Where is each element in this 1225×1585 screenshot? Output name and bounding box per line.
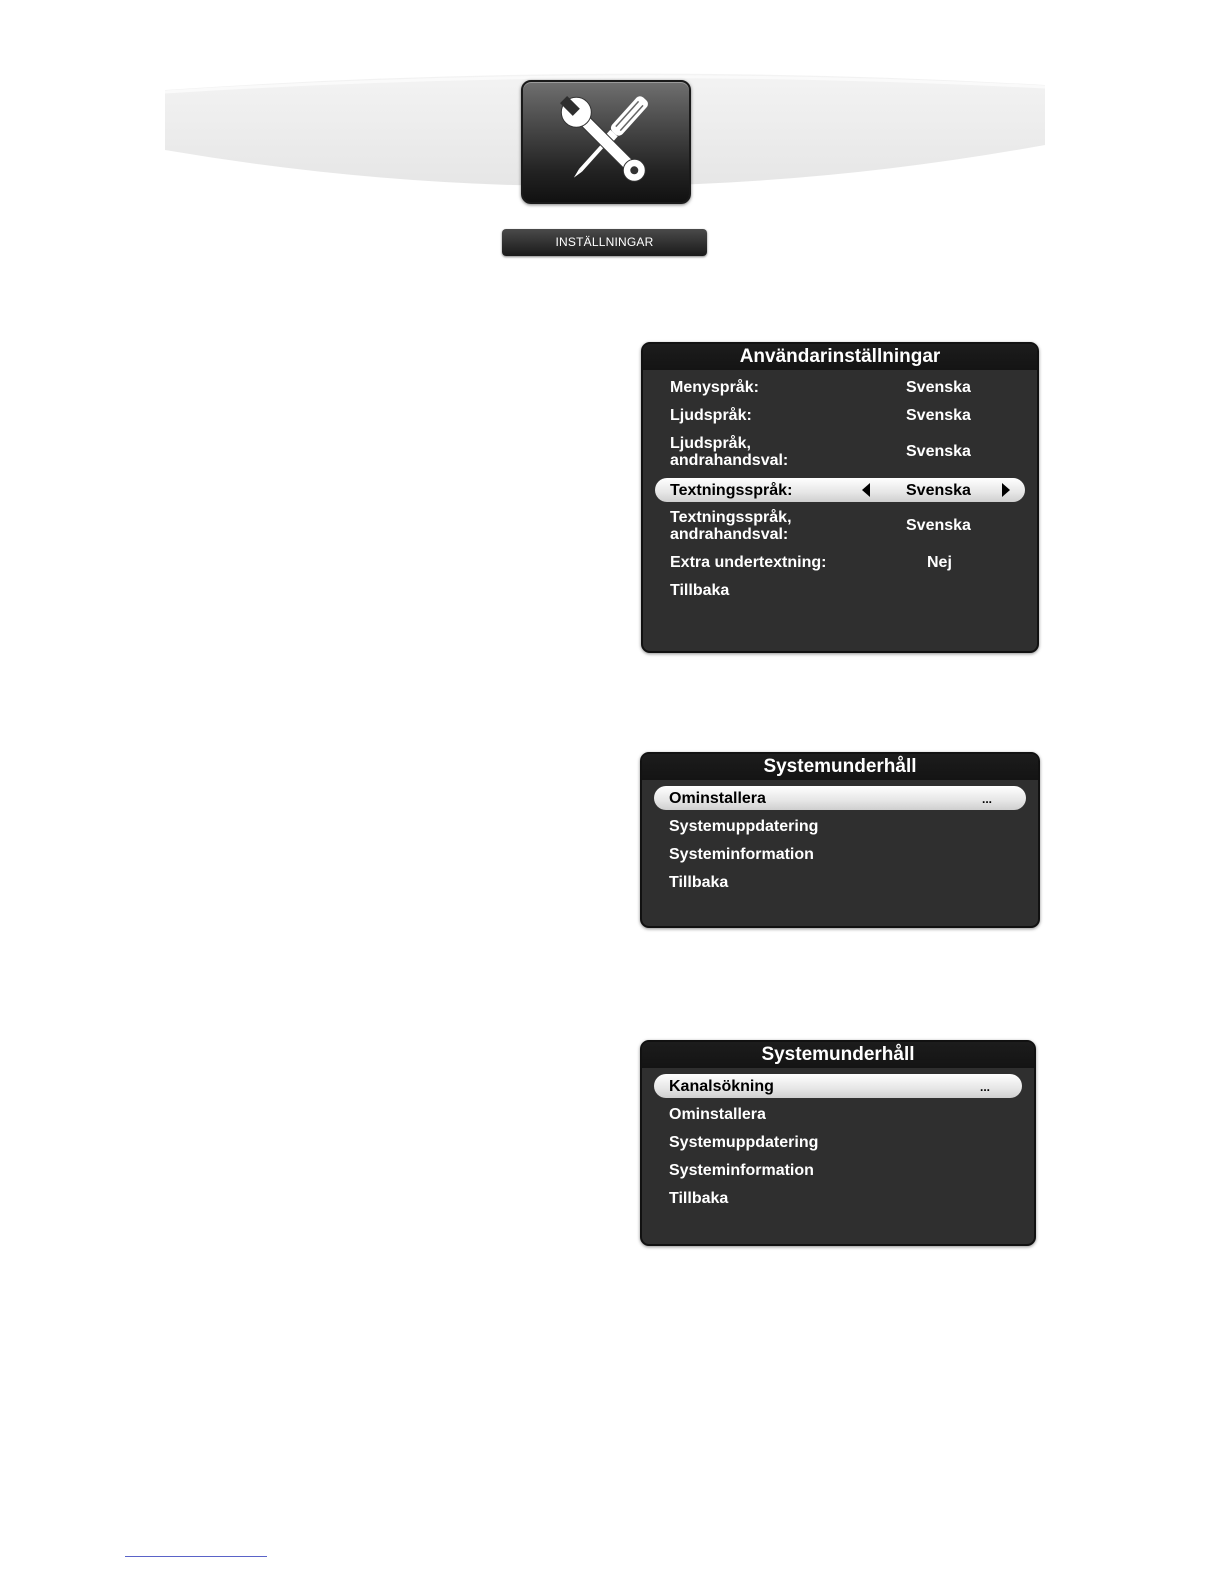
row-label: Kanalsökning [669,1078,774,1095]
menu-item-extra-subtitles[interactable] [655,554,1025,572]
row-label: Extra undertextning: [670,554,827,571]
row-label: Systemuppdatering [669,1134,819,1151]
menu-item-channel-search[interactable] [654,1074,1022,1098]
settings-tile[interactable] [521,80,691,204]
row-label-line2: andrahandsval: [670,526,789,543]
row-label: Systeminformation [669,846,814,863]
row-label: Menyspråk: [670,379,759,396]
menu-item-menu-language[interactable] [655,379,1025,397]
menu-item-system-update[interactable] [654,1134,1022,1152]
system-maintenance-panel [640,752,1040,928]
menu-item-back[interactable] [654,1190,1022,1208]
row-label: Tillbaka [669,874,729,891]
tools-icon [523,82,689,202]
row-value: Svenska [906,443,971,460]
system-maintenance-panel-extended [640,1040,1036,1246]
user-settings-panel [641,342,1039,653]
row-label: Ominstallera [669,790,766,807]
menu-item-back[interactable] [655,582,1025,600]
row-label-line2: andrahandsval: [670,452,789,469]
panel-title: Systemunderhåll [642,754,1038,780]
menu-item-reinstall[interactable] [654,786,1026,810]
more-icon: ... [982,792,993,806]
row-value: Svenska [906,517,971,534]
row-label: Ominstallera [669,1106,766,1123]
row-label: Tillbaka [669,1190,729,1207]
arrow-left-icon[interactable] [862,483,870,497]
row-value: Svenska [906,379,971,396]
row-label: Systeminformation [669,1162,814,1179]
menu-item-back[interactable] [654,874,1026,892]
row-label: Systemuppdatering [669,818,819,835]
menu-item-reinstall[interactable] [654,1106,1022,1124]
row-value: Nej [927,554,952,571]
panel-title: Användarinställningar [643,344,1037,370]
menu-item-subtitle-language[interactable] [655,478,1025,502]
settings-label: INSTÄLLNINGAR [502,229,707,256]
more-icon: ... [980,1080,991,1094]
row-label-line1: Ljudspråk, [670,435,751,452]
panel-title: Systemunderhåll [642,1042,1034,1068]
menu-item-system-information[interactable] [654,846,1026,864]
menu-item-subtitle-language-secondary[interactable] [655,509,1025,545]
menu-item-audio-language-secondary[interactable] [655,435,1025,471]
menu-item-audio-language[interactable] [655,407,1025,425]
menu-item-system-information[interactable] [654,1162,1022,1180]
menu-item-system-update[interactable] [654,818,1026,836]
row-label-line1: Textningsspråk, [670,509,792,526]
row-label: Ljudspråk: [670,407,752,424]
row-label: Tillbaka [670,582,730,599]
arrow-right-icon[interactable] [1002,483,1010,497]
row-label: Textningsspråk: [670,482,793,499]
row-value: Svenska [906,482,971,499]
row-value: Svenska [906,407,971,424]
footer-divider [125,1556,267,1557]
